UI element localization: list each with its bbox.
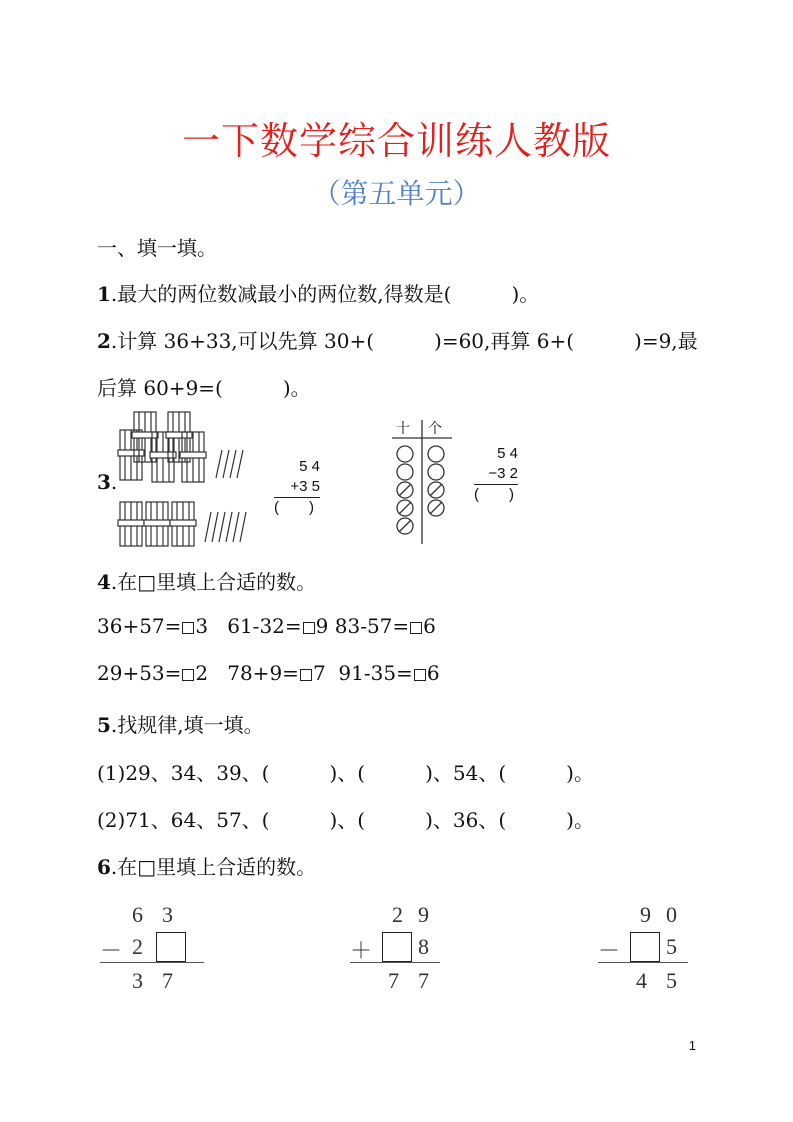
blank-box[interactable] <box>410 622 422 634</box>
page-subtitle: （第五单元） <box>312 177 481 210</box>
page-number: 1 <box>688 1038 696 1053</box>
column-calc-1: 6 3 － 2 3 7 <box>100 900 210 998</box>
subtraction-vertical <box>474 444 518 505</box>
subtrahend: −3 2 <box>474 464 518 485</box>
column-calc-2: 2 9 ＋ 8 7 7 <box>350 900 460 998</box>
question-5 <box>97 709 264 738</box>
question-text: .在□里填上合适的数。 <box>110 855 317 879</box>
bundled-sticks-illustration <box>112 410 262 550</box>
operator: ＋ <box>350 938 373 963</box>
question-2 <box>97 325 698 354</box>
answer-blank: ( ) <box>474 486 514 503</box>
stick-bundle <box>150 432 176 482</box>
blank-box[interactable] <box>156 932 186 962</box>
ones-header: 个 <box>428 421 442 437</box>
question-number: 2 <box>97 329 111 353</box>
question-number: 4 <box>97 570 111 594</box>
answer-blank: ( ) <box>274 499 314 516</box>
question-text: .找规律,填一填。 <box>110 713 264 737</box>
question-number: 1 <box>97 282 111 306</box>
question-6 <box>97 851 316 880</box>
question-number: 5 <box>97 713 111 737</box>
question-text: .计算 36+33,可以先算 30+( )=60,再算 6+( )=9,最 <box>110 329 698 353</box>
addend-top: 5 4 <box>299 458 320 475</box>
blank-box[interactable] <box>414 669 426 681</box>
section-heading: 一、填一填。 <box>97 236 217 260</box>
blank-box[interactable] <box>630 932 660 962</box>
question-4 <box>97 566 316 595</box>
stick-bundle <box>118 502 144 546</box>
sequence-2: (2)71、64、57、( )、( )、36、( )。 <box>97 808 594 832</box>
blank-box[interactable] <box>300 669 312 681</box>
question-text: .在□里填上合适的数。 <box>110 570 317 594</box>
minuend: 5 4 <box>497 445 518 462</box>
question-text: .最大的两位数减最小的两位数,得数是( )。 <box>110 282 540 306</box>
page-title: 一下数学综合训练人教版 <box>181 119 611 163</box>
question-2-continued: 后算 60+9=( )。 <box>97 376 311 400</box>
sequence-1: (1)29、34、39、( )、( )、54、( )。 <box>97 761 594 785</box>
blank-box[interactable] <box>182 669 194 681</box>
question-number: 6 <box>97 855 111 879</box>
addition-vertical <box>274 457 320 518</box>
operator: － <box>100 938 123 963</box>
blank-box[interactable] <box>303 622 315 634</box>
tens-header: 十 <box>396 421 410 437</box>
stick-bundle <box>170 502 196 546</box>
blank-box[interactable] <box>182 622 194 634</box>
blank-box[interactable] <box>382 932 412 962</box>
equation-row: 29+53= 2 78+9= 7 91-35= 6 <box>97 661 440 685</box>
stick-bundle <box>180 432 206 482</box>
equation-row: 36+57= 3 61-32= 9 83-57= 6 <box>97 614 436 638</box>
stick-bundle <box>144 502 170 546</box>
addend-bottom: +3 5 <box>274 477 320 498</box>
operator: － <box>598 938 621 963</box>
column-calc-3: 9 0 － 5 4 5 <box>598 900 708 998</box>
question-3-number: 3. <box>97 470 118 494</box>
question-1 <box>97 278 539 307</box>
